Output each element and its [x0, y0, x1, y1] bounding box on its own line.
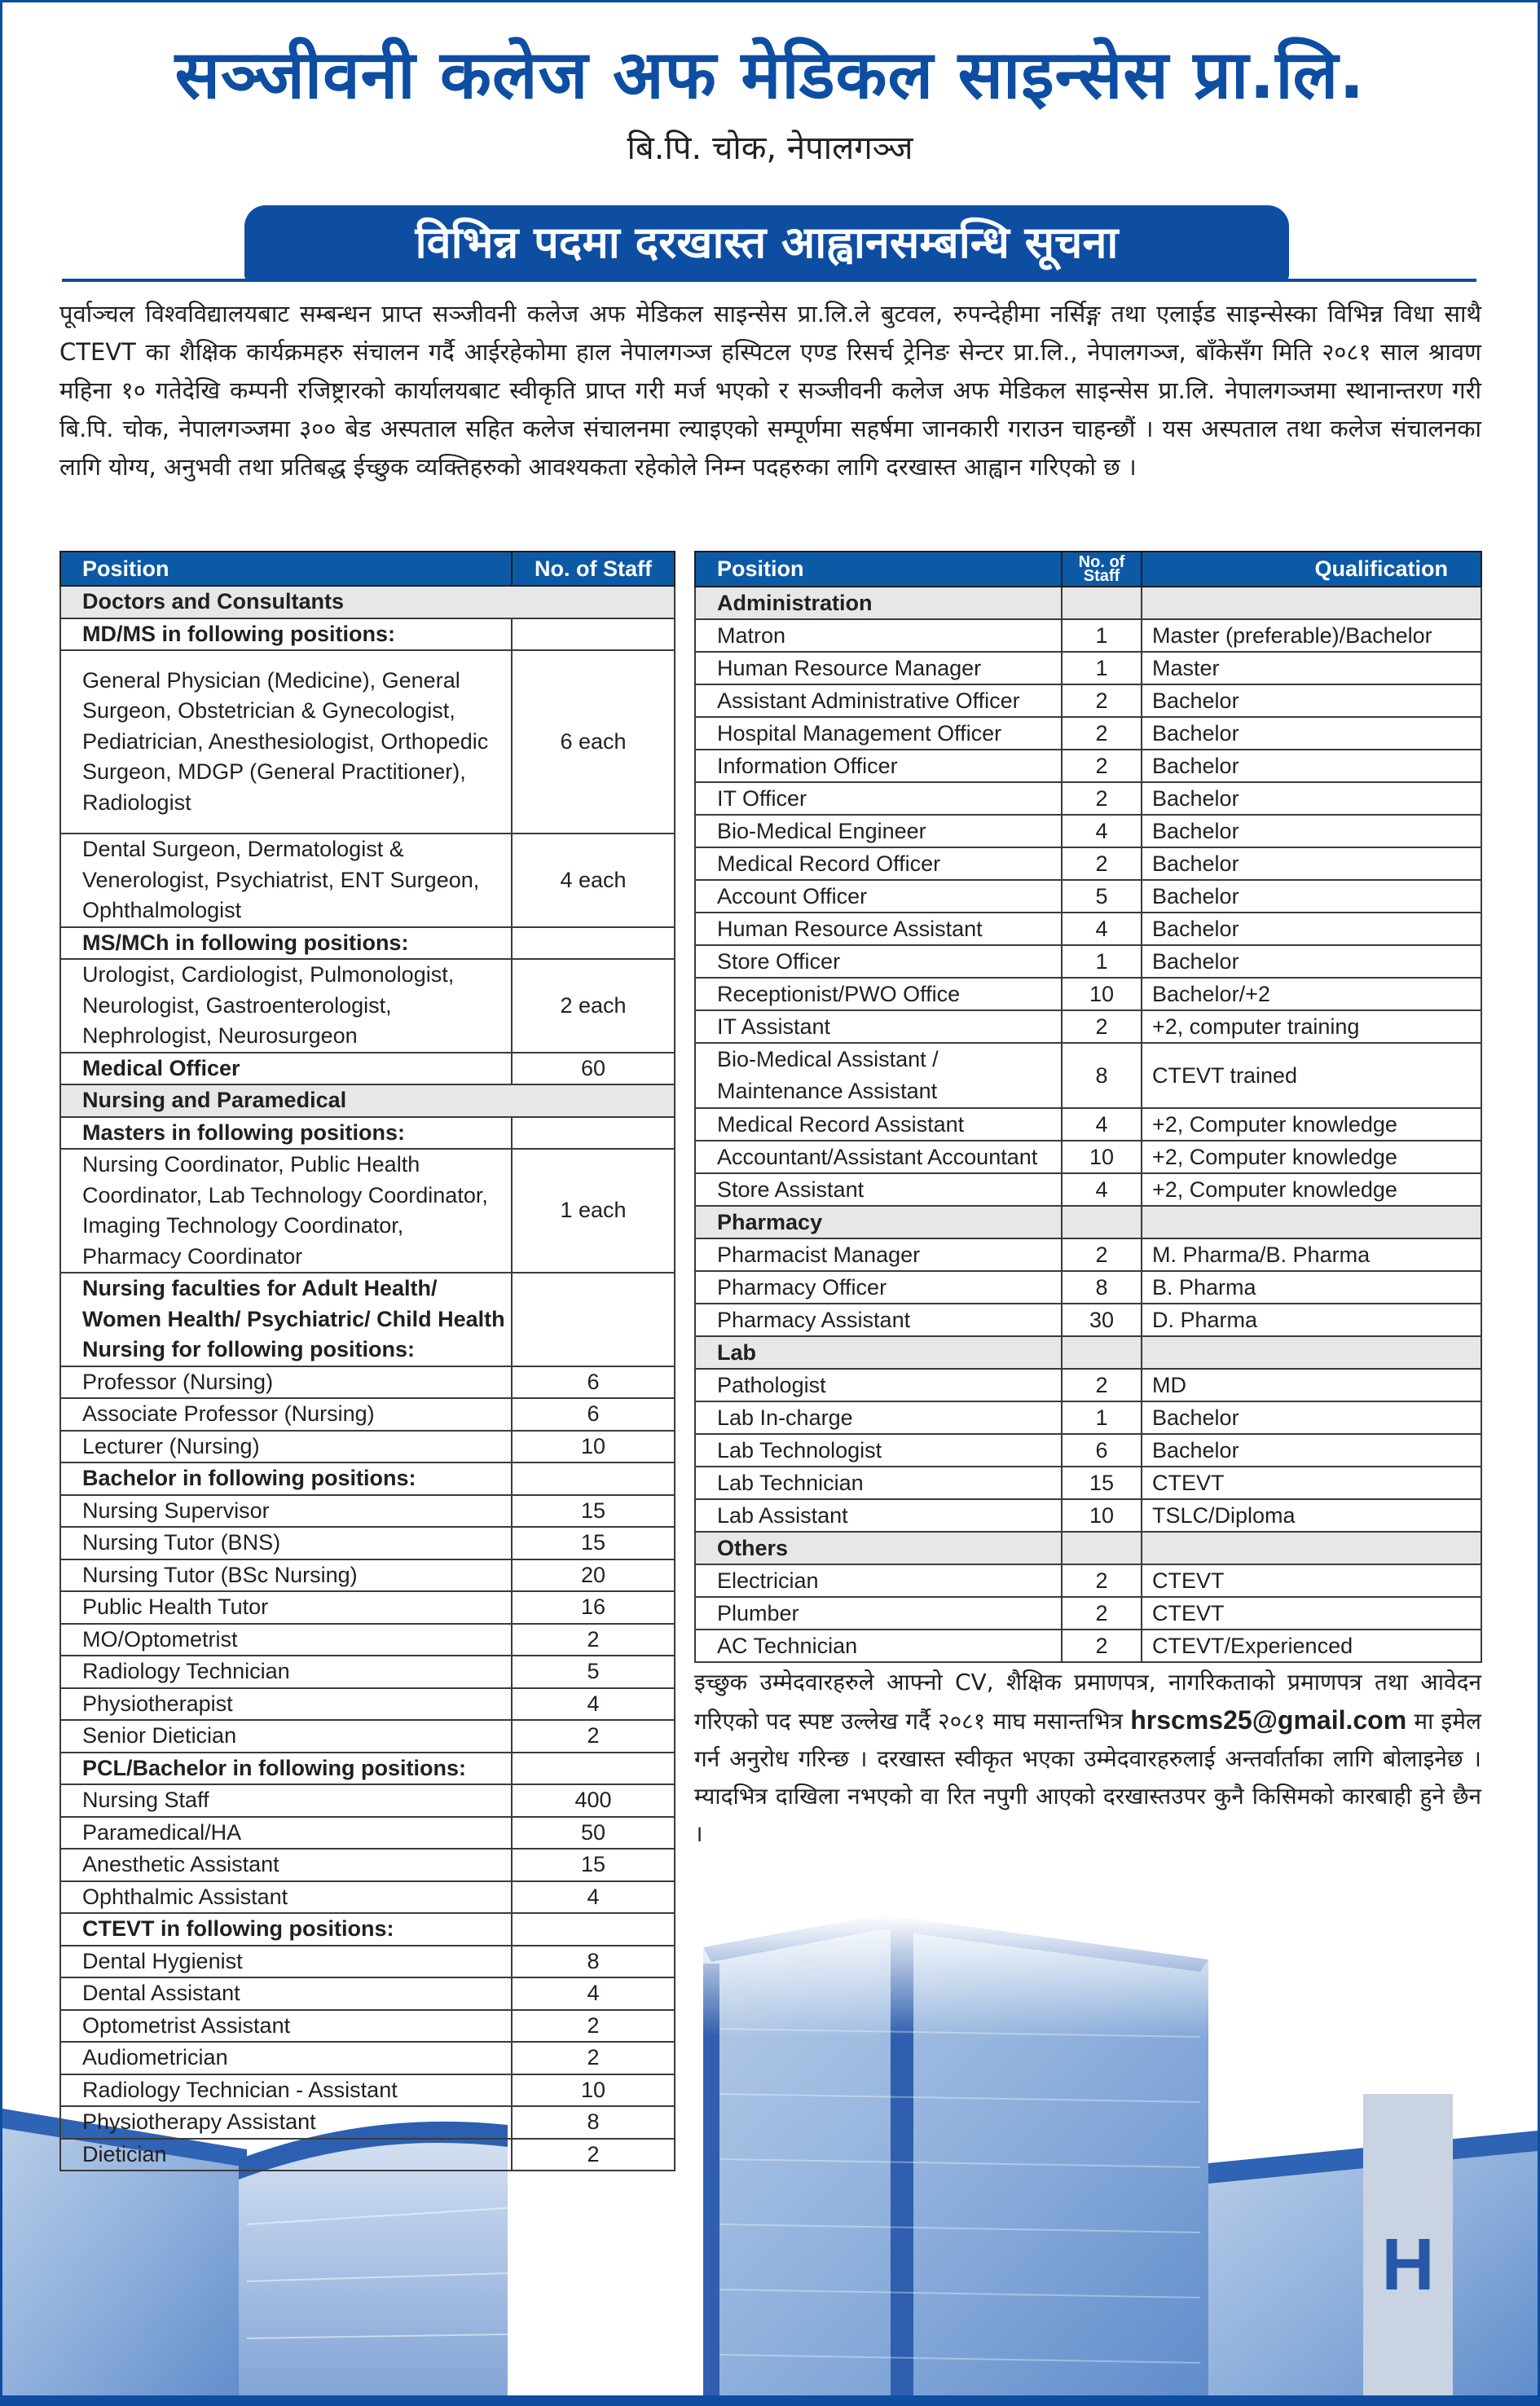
staff-count-cell: 50 — [512, 1817, 675, 1850]
empty-cell — [1142, 587, 1481, 619]
table-row — [60, 1881, 675, 1914]
position-cell: Audiometrician — [60, 2042, 512, 2074]
table-row — [695, 1173, 1481, 1206]
table-row — [60, 2042, 675, 2074]
staff-count-cell — [512, 927, 675, 960]
table-row — [695, 847, 1481, 880]
staff-count-cell — [512, 1753, 675, 1785]
qualification-cell: Bachelor — [1142, 880, 1481, 913]
table-row — [60, 1398, 675, 1431]
section-title: Others — [695, 1532, 1062, 1564]
staff-count-cell: 15 — [512, 1849, 675, 1881]
staff-count-cell: 2 each — [512, 959, 675, 1053]
position-cell: Pharmacist Manager — [695, 1238, 1062, 1271]
staff-count-cell — [512, 618, 675, 651]
staff-count-cell: 2 — [512, 1624, 675, 1656]
qualification-cell: TSLC/Diploma — [1142, 1499, 1481, 1532]
position-cell: Assistant Administrative Officer — [695, 684, 1062, 717]
table-row — [695, 750, 1481, 782]
section-title: Lab — [695, 1336, 1062, 1369]
staff-count-cell: 15 — [512, 1527, 675, 1559]
table-row — [60, 1431, 675, 1463]
qualification-cell: Bachelor — [1142, 1401, 1481, 1434]
staff-count-cell: 2 — [512, 1720, 675, 1753]
position-cell: Human Resource Manager — [695, 652, 1062, 684]
staff-count-cell: 1 — [1062, 652, 1142, 684]
qualification-cell: CTEVT — [1142, 1564, 1481, 1597]
column-header-position: Position — [60, 552, 512, 586]
position-cell: Anesthetic Assistant — [60, 1849, 512, 1881]
contact-email-link[interactable]: hrscms25@gmail.com — [1130, 1705, 1407, 1735]
table-row — [60, 1527, 675, 1559]
staff-count-cell: 8 — [1062, 1271, 1142, 1304]
table-row — [60, 834, 675, 927]
position-cell: Senior Dietician — [60, 1720, 512, 1753]
table-row — [60, 1495, 675, 1528]
empty-cell — [1142, 1532, 1481, 1564]
table-row — [695, 1141, 1481, 1173]
table-header-row — [695, 552, 1481, 587]
position-cell: Human Resource Assistant — [695, 913, 1062, 945]
position-cell: Radiology Technician — [60, 1656, 512, 1688]
staff-count-cell: 4 — [1062, 1108, 1142, 1141]
position-cell: Dental Assistant — [60, 1977, 512, 2010]
position-cell: Medical Record Officer — [695, 847, 1062, 880]
position-cell: Store Officer — [695, 945, 1062, 978]
position-cell: Medical Record Assistant — [695, 1108, 1062, 1141]
table-row — [695, 978, 1481, 1010]
staff-count-cell: 10 — [512, 2074, 675, 2107]
table-row — [60, 2010, 675, 2043]
staff-count-cell: 10 — [1062, 1499, 1142, 1532]
qualification-cell: +2, Computer knowledge — [1142, 1141, 1481, 1173]
table-body — [60, 586, 675, 2171]
empty-cell — [1142, 1336, 1481, 1369]
subheading-row — [60, 1117, 675, 1150]
subheading-row — [60, 618, 675, 651]
staff-count-cell: 2 — [1062, 782, 1142, 815]
table-row — [695, 913, 1481, 945]
position-cell: Account Officer — [695, 880, 1062, 913]
table-row — [695, 880, 1481, 913]
staff-count-cell: 15 — [1062, 1467, 1142, 1499]
position-cell: Plumber — [695, 1597, 1062, 1630]
staff-count-cell: 400 — [512, 1784, 675, 1817]
column-header-qualification: Qualification — [1142, 552, 1481, 587]
empty-cell — [1062, 1206, 1142, 1238]
staff-count-cell: 2 — [1062, 1238, 1142, 1271]
staff-count-cell: 10 — [1062, 978, 1142, 1010]
staff-count-cell: 10 — [1062, 1141, 1142, 1173]
table-row — [695, 1630, 1481, 1662]
position-cell: General Physician (Medicine), General Surgeon, Obstetrician & Gynecologist, Pediatrician, Anesthesiologist, Orthopedic Surgeon, MDGP (General Practitioner), Radiologist — [60, 650, 512, 834]
table-row — [60, 1849, 675, 1881]
qualification-cell: Master (preferable)/Bachelor — [1142, 619, 1481, 652]
staff-count-cell: 2 — [1062, 1369, 1142, 1401]
table-row — [60, 1149, 675, 1273]
staff-count-cell: 6 — [1062, 1434, 1142, 1467]
staff-count-cell: 1 — [1062, 619, 1142, 652]
staff-count-cell: 16 — [512, 1591, 675, 1624]
position-cell: Optometrist Assistant — [60, 2010, 512, 2043]
section-row — [60, 1084, 675, 1117]
staff-header-line2: Staff — [1083, 566, 1120, 585]
qualification-cell: Bachelor — [1142, 782, 1481, 815]
table-row — [695, 717, 1481, 750]
position-cell: Medical Officer — [60, 1053, 512, 1085]
section-title: Doctors and Consultants — [60, 586, 675, 618]
table-row — [695, 1564, 1481, 1597]
position-cell: Nursing Tutor (BNS) — [60, 1527, 512, 1559]
staff-count-cell: 1 — [1062, 945, 1142, 978]
position-cell: Nursing Coordinator, Public Health Coordinator, Lab Technology Coordinator, Imaging Technology Coordinator, Pharmacy Coordinator — [60, 1149, 512, 1273]
staff-count-cell — [512, 1117, 675, 1150]
table-row — [695, 1597, 1481, 1630]
position-cell: IT Assistant — [695, 1010, 1062, 1043]
staff-count-cell: 4 — [1062, 913, 1142, 945]
position-cell: Lab Technician — [695, 1467, 1062, 1499]
table-row — [695, 945, 1481, 978]
section-row — [695, 587, 1481, 619]
staff-count-cell: 30 — [1062, 1304, 1142, 1336]
position-cell: Masters in following positions: — [60, 1117, 512, 1150]
table-row — [695, 619, 1481, 652]
staff-count-cell: 4 — [1062, 1173, 1142, 1206]
table-row — [60, 1656, 675, 1688]
staff-count-cell: 2 — [1062, 1630, 1142, 1662]
staff-count-cell: 5 — [1062, 880, 1142, 913]
qualification-cell: D. Pharma — [1142, 1304, 1481, 1336]
staff-count-cell: 4 — [512, 1688, 675, 1721]
position-cell: Bachelor in following positions: — [60, 1463, 512, 1495]
table-row — [60, 1720, 675, 1753]
position-cell: MO/Optometrist — [60, 1624, 512, 1656]
table-row — [695, 1499, 1481, 1532]
staff-count-cell: 2 — [1062, 847, 1142, 880]
qualification-cell: Bachelor — [1142, 1434, 1481, 1467]
table-header-row — [60, 552, 675, 586]
position-cell: Paramedical/HA — [60, 1817, 512, 1850]
empty-cell — [1062, 587, 1142, 619]
staff-count-cell: 8 — [512, 2106, 675, 2139]
subheading-row — [60, 1053, 675, 1085]
qualification-cell: Bachelor — [1142, 847, 1481, 880]
position-cell: Nursing Staff — [60, 1784, 512, 1817]
position-cell: Radiology Technician - Assistant — [60, 2074, 512, 2107]
table-row — [60, 650, 675, 834]
qualification-cell: B. Pharma — [1142, 1271, 1481, 1304]
position-cell: Lab Assistant — [695, 1499, 1062, 1532]
table-row — [695, 1238, 1481, 1271]
column-header-staff: No. of Staff — [512, 552, 675, 586]
table-row — [60, 1591, 675, 1624]
staff-count-cell: 2 — [1062, 717, 1142, 750]
position-cell: Pharmacy Officer — [695, 1271, 1062, 1304]
qualification-cell: +2, computer training — [1142, 1010, 1481, 1043]
table-row — [60, 2106, 675, 2139]
table-row — [695, 1271, 1481, 1304]
qualification-cell: Bachelor — [1142, 750, 1481, 782]
staff-header-line1: No. of — [1078, 552, 1125, 571]
notice-banner: विभिन्न पदमा दरखास्त आह्वानसम्बन्धि सूचना — [244, 205, 1289, 280]
table-row — [695, 684, 1481, 717]
position-cell: Bio-Medical Assistant / Maintenance Assistant — [695, 1043, 1062, 1108]
staff-count-cell: 4 — [512, 1881, 675, 1914]
staff-count-cell: 5 — [512, 1656, 675, 1688]
empty-cell — [1062, 1532, 1142, 1564]
staff-count-cell: 60 — [512, 1053, 675, 1085]
table-body — [695, 587, 1481, 1662]
table-row — [60, 1784, 675, 1817]
section-title: Administration — [695, 587, 1062, 619]
position-cell: Store Assistant — [695, 1173, 1062, 1206]
position-cell: MD/MS in following positions: — [60, 618, 512, 651]
qualification-cell: CTEVT — [1142, 1597, 1481, 1630]
qualification-cell: Bachelor — [1142, 717, 1481, 750]
position-cell: Electrician — [695, 1564, 1062, 1597]
position-cell: Dental Surgeon, Dermatologist & Venerologist, Psychiatrist, ENT Surgeon, Ophthalmologist — [60, 834, 512, 927]
qualification-cell: M. Pharma/B. Pharma — [1142, 1238, 1481, 1271]
table-row — [60, 1624, 675, 1656]
staff-count-cell — [512, 1913, 675, 1946]
staff-count-cell: 2 — [512, 2010, 675, 2043]
table-row — [695, 652, 1481, 684]
position-cell: Physiotherapist — [60, 1688, 512, 1721]
empty-cell — [1062, 1336, 1142, 1369]
position-cell: MS/MCh in following positions: — [60, 927, 512, 960]
position-cell: Nursing Tutor (BSc Nursing) — [60, 1559, 512, 1592]
column-header-position: Position — [695, 552, 1062, 587]
position-cell: Pharmacy Assistant — [695, 1304, 1062, 1336]
staff-count-cell: 8 — [1062, 1043, 1142, 1108]
staff-count-cell — [512, 1273, 675, 1366]
staff-count-cell: 2 — [512, 2042, 675, 2074]
qualification-cell: MD — [1142, 1369, 1481, 1401]
table-row — [695, 1043, 1481, 1108]
staff-count-cell: 2 — [1062, 1564, 1142, 1597]
staff-count-cell: 4 — [512, 1977, 675, 2010]
staff-count-cell: 2 — [1062, 750, 1142, 782]
staff-count-cell: 2 — [1062, 1010, 1142, 1043]
subheading-row — [60, 1463, 675, 1495]
table-row — [60, 1559, 675, 1592]
staff-count-cell: 2 — [512, 2139, 675, 2171]
vacancy-table-admin — [694, 551, 1482, 1663]
position-cell: Professor (Nursing) — [60, 1366, 512, 1399]
section-row — [695, 1336, 1481, 1369]
position-cell: PCL/Bachelor in following positions: — [60, 1753, 512, 1785]
table-row — [695, 1401, 1481, 1434]
position-cell: Receptionist/PWO Office — [695, 978, 1062, 1010]
qualification-cell: Bachelor — [1142, 913, 1481, 945]
section-row — [695, 1206, 1481, 1238]
table-row — [60, 1977, 675, 2010]
staff-count-cell: 10 — [512, 1431, 675, 1463]
position-cell: Associate Professor (Nursing) — [60, 1398, 512, 1431]
staff-count-cell: 20 — [512, 1559, 675, 1592]
table-row — [695, 1010, 1481, 1043]
staff-count-cell: 6 — [512, 1366, 675, 1399]
position-cell: Nursing faculties for Adult Health/ Women Health/ Psychiatric/ Child Health Nursing for following positions: — [60, 1273, 512, 1366]
staff-count-cell: 4 each — [512, 834, 675, 927]
staff-count-cell: 15 — [512, 1495, 675, 1528]
section-row — [695, 1532, 1481, 1564]
qualification-cell: CTEVT/Experienced — [1142, 1630, 1481, 1662]
position-cell: Lab Technologist — [695, 1434, 1062, 1467]
position-cell: Lab In-charge — [695, 1401, 1062, 1434]
subheading-row — [60, 1913, 675, 1946]
table-row — [60, 2074, 675, 2107]
position-cell: Information Officer — [695, 750, 1062, 782]
table-row — [60, 1946, 675, 1978]
staff-count-cell: 2 — [1062, 1597, 1142, 1630]
qualification-cell: CTEVT trained — [1142, 1043, 1481, 1108]
position-cell: Dental Hygienist — [60, 1946, 512, 1978]
section-title: Pharmacy — [695, 1206, 1062, 1238]
position-cell: CTEVT in following positions: — [60, 1913, 512, 1946]
staff-count-cell: 1 each — [512, 1149, 675, 1273]
college-title: सञ्जीवनी कलेज अफ मेडिकल साइन्सेस प्रा.लि. — [174, 37, 1366, 114]
table-row — [60, 1817, 675, 1850]
section-row — [60, 586, 675, 618]
application-text-after: मा इमेल गर्न अनुरोध गरिन्छ । दरखास्त स्वीकृत भएका उम्मेदवारहरुलाई अन्तर्वार्ताका लागि बोलाइनेछ । म्यादभित्र दाखिला नभएको वा रित नपुगी आएको दरखास्तउपर कुनै किसिमको कारबाही हुने छैन । — [694, 1708, 1481, 1847]
qualification-cell: CTEVT — [1142, 1467, 1481, 1499]
table-row — [695, 1369, 1481, 1401]
position-cell: Nursing Supervisor — [60, 1495, 512, 1528]
section-title: Nursing and Paramedical — [60, 1084, 675, 1117]
position-cell: Lecturer (Nursing) — [60, 1431, 512, 1463]
qualification-cell: +2, Computer knowledge — [1142, 1173, 1481, 1206]
subheading-row — [60, 927, 675, 960]
table-row — [695, 782, 1481, 815]
table-row — [695, 1434, 1481, 1467]
position-cell: Public Health Tutor — [60, 1591, 512, 1624]
table-row — [60, 959, 675, 1053]
application-text-before: इच्छुक उम्मेदवारहरुले आफ्नो CV, शैक्षिक प्रमाणपत्र, नागरिकताको प्रमाणपत्र तथा आवेदन गरिएको पद स्पष्ट उल्लेख गर्दै २०८१ माघ मसान्तभित्र — [694, 1669, 1481, 1735]
staff-count-cell — [512, 1463, 675, 1495]
position-cell: Pathologist — [695, 1369, 1062, 1401]
position-cell: Accountant/Assistant Accountant — [695, 1141, 1062, 1173]
qualification-cell: Bachelor — [1142, 945, 1481, 978]
qualification-cell: Master — [1142, 652, 1481, 684]
position-cell: Bio-Medical Engineer — [695, 815, 1062, 847]
position-cell: Matron — [695, 619, 1062, 652]
vacancy-table-clinical — [59, 551, 675, 2171]
qualification-cell: Bachelor — [1142, 815, 1481, 847]
staff-count-cell: 4 — [1062, 815, 1142, 847]
table-row — [695, 1108, 1481, 1141]
table-row — [695, 1304, 1481, 1336]
qualification-cell: Bachelor — [1142, 684, 1481, 717]
position-cell: Physiotherapy Assistant — [60, 2106, 512, 2139]
position-cell: Dietician — [60, 2139, 512, 2171]
college-address: बि.पि. चोक, नेपालगञ्ज — [627, 130, 913, 167]
table-row — [60, 1688, 675, 1721]
table-row — [695, 815, 1481, 847]
qualification-cell: Bachelor/+2 — [1142, 978, 1481, 1010]
column-header-staff — [1062, 552, 1142, 587]
staff-count-cell: 1 — [1062, 1401, 1142, 1434]
qualification-cell: +2, Computer knowledge — [1142, 1108, 1481, 1141]
subheading-row — [60, 1753, 675, 1785]
position-cell: Ophthalmic Assistant — [60, 1881, 512, 1914]
position-cell: IT Officer — [695, 782, 1062, 815]
staff-count-cell: 6 each — [512, 650, 675, 834]
table-row — [60, 1366, 675, 1399]
subheading-row — [60, 1273, 675, 1366]
staff-count-cell: 2 — [1062, 684, 1142, 717]
table-row — [60, 2139, 675, 2171]
position-cell: Hospital Management Officer — [695, 717, 1062, 750]
table-row — [695, 1467, 1481, 1499]
empty-cell — [1142, 1206, 1481, 1238]
staff-count-cell: 8 — [512, 1946, 675, 1978]
position-cell: Urologist, Cardiologist, Pulmonologist, Neurologist, Gastroenterologist, Nephrologist, Neurosurgeon — [60, 959, 512, 1053]
intro-paragraph: पूर्वाञ्चल विश्वविद्यालयबाट सम्बन्धन प्राप्त सञ्जीवनी कलेज अफ मेडिकल साइन्सेस प्रा.लि.ले बुटवल, रुपन्देहीमा नर्सिङ्ग तथा एलाईड साइन्सेस्का विभिन्न विधा साथै CTEVT का शैक्षिक कार्यक्रमहरु संचालन गर्दै आईरहेकोमा हाल नेपालगञ्ज हस्पिटल एण्ड रिसर्च ट्रेनिङ सेन्टर प्रा.लि., नेपालगञ्ज, बाँकेसँग मिति २०८१ साल श्रावण महिना १० गतेदेखि कम्पनी रजिष्ट्रारको कार्यालयबाट स्वीकृति प्राप्त गरी मर्ज भएको र सञ्जीवनी कलेज अफ मेडिकल साइन्सेस प्रा.लि. नेपालगञ्जमा स्थानान्तरण गरी बि.पि. चोक, नेपालगञ्जमा ३०० बेड अस्पताल सहित कलेज संचालनमा ल्याइएको सम्पूर्णमा सहर्षमा जानकारी गराउन चाहन्छौं । यस अस्पताल तथा कलेज संचालनका लागि योग्य, अनुभवी तथा प्रतिबद्ध ईच्छुक व्यक्तिहरुको आवश्यकता रहेकोले निम्न पदहरुका लागि दरखास्त आह्वान गरिएको छ । — [59, 300, 1481, 481]
banner-underline — [62, 279, 1476, 282]
position-cell: AC Technician — [695, 1630, 1062, 1662]
staff-count-cell: 6 — [512, 1398, 675, 1431]
application-instructions — [694, 1664, 1481, 1853]
